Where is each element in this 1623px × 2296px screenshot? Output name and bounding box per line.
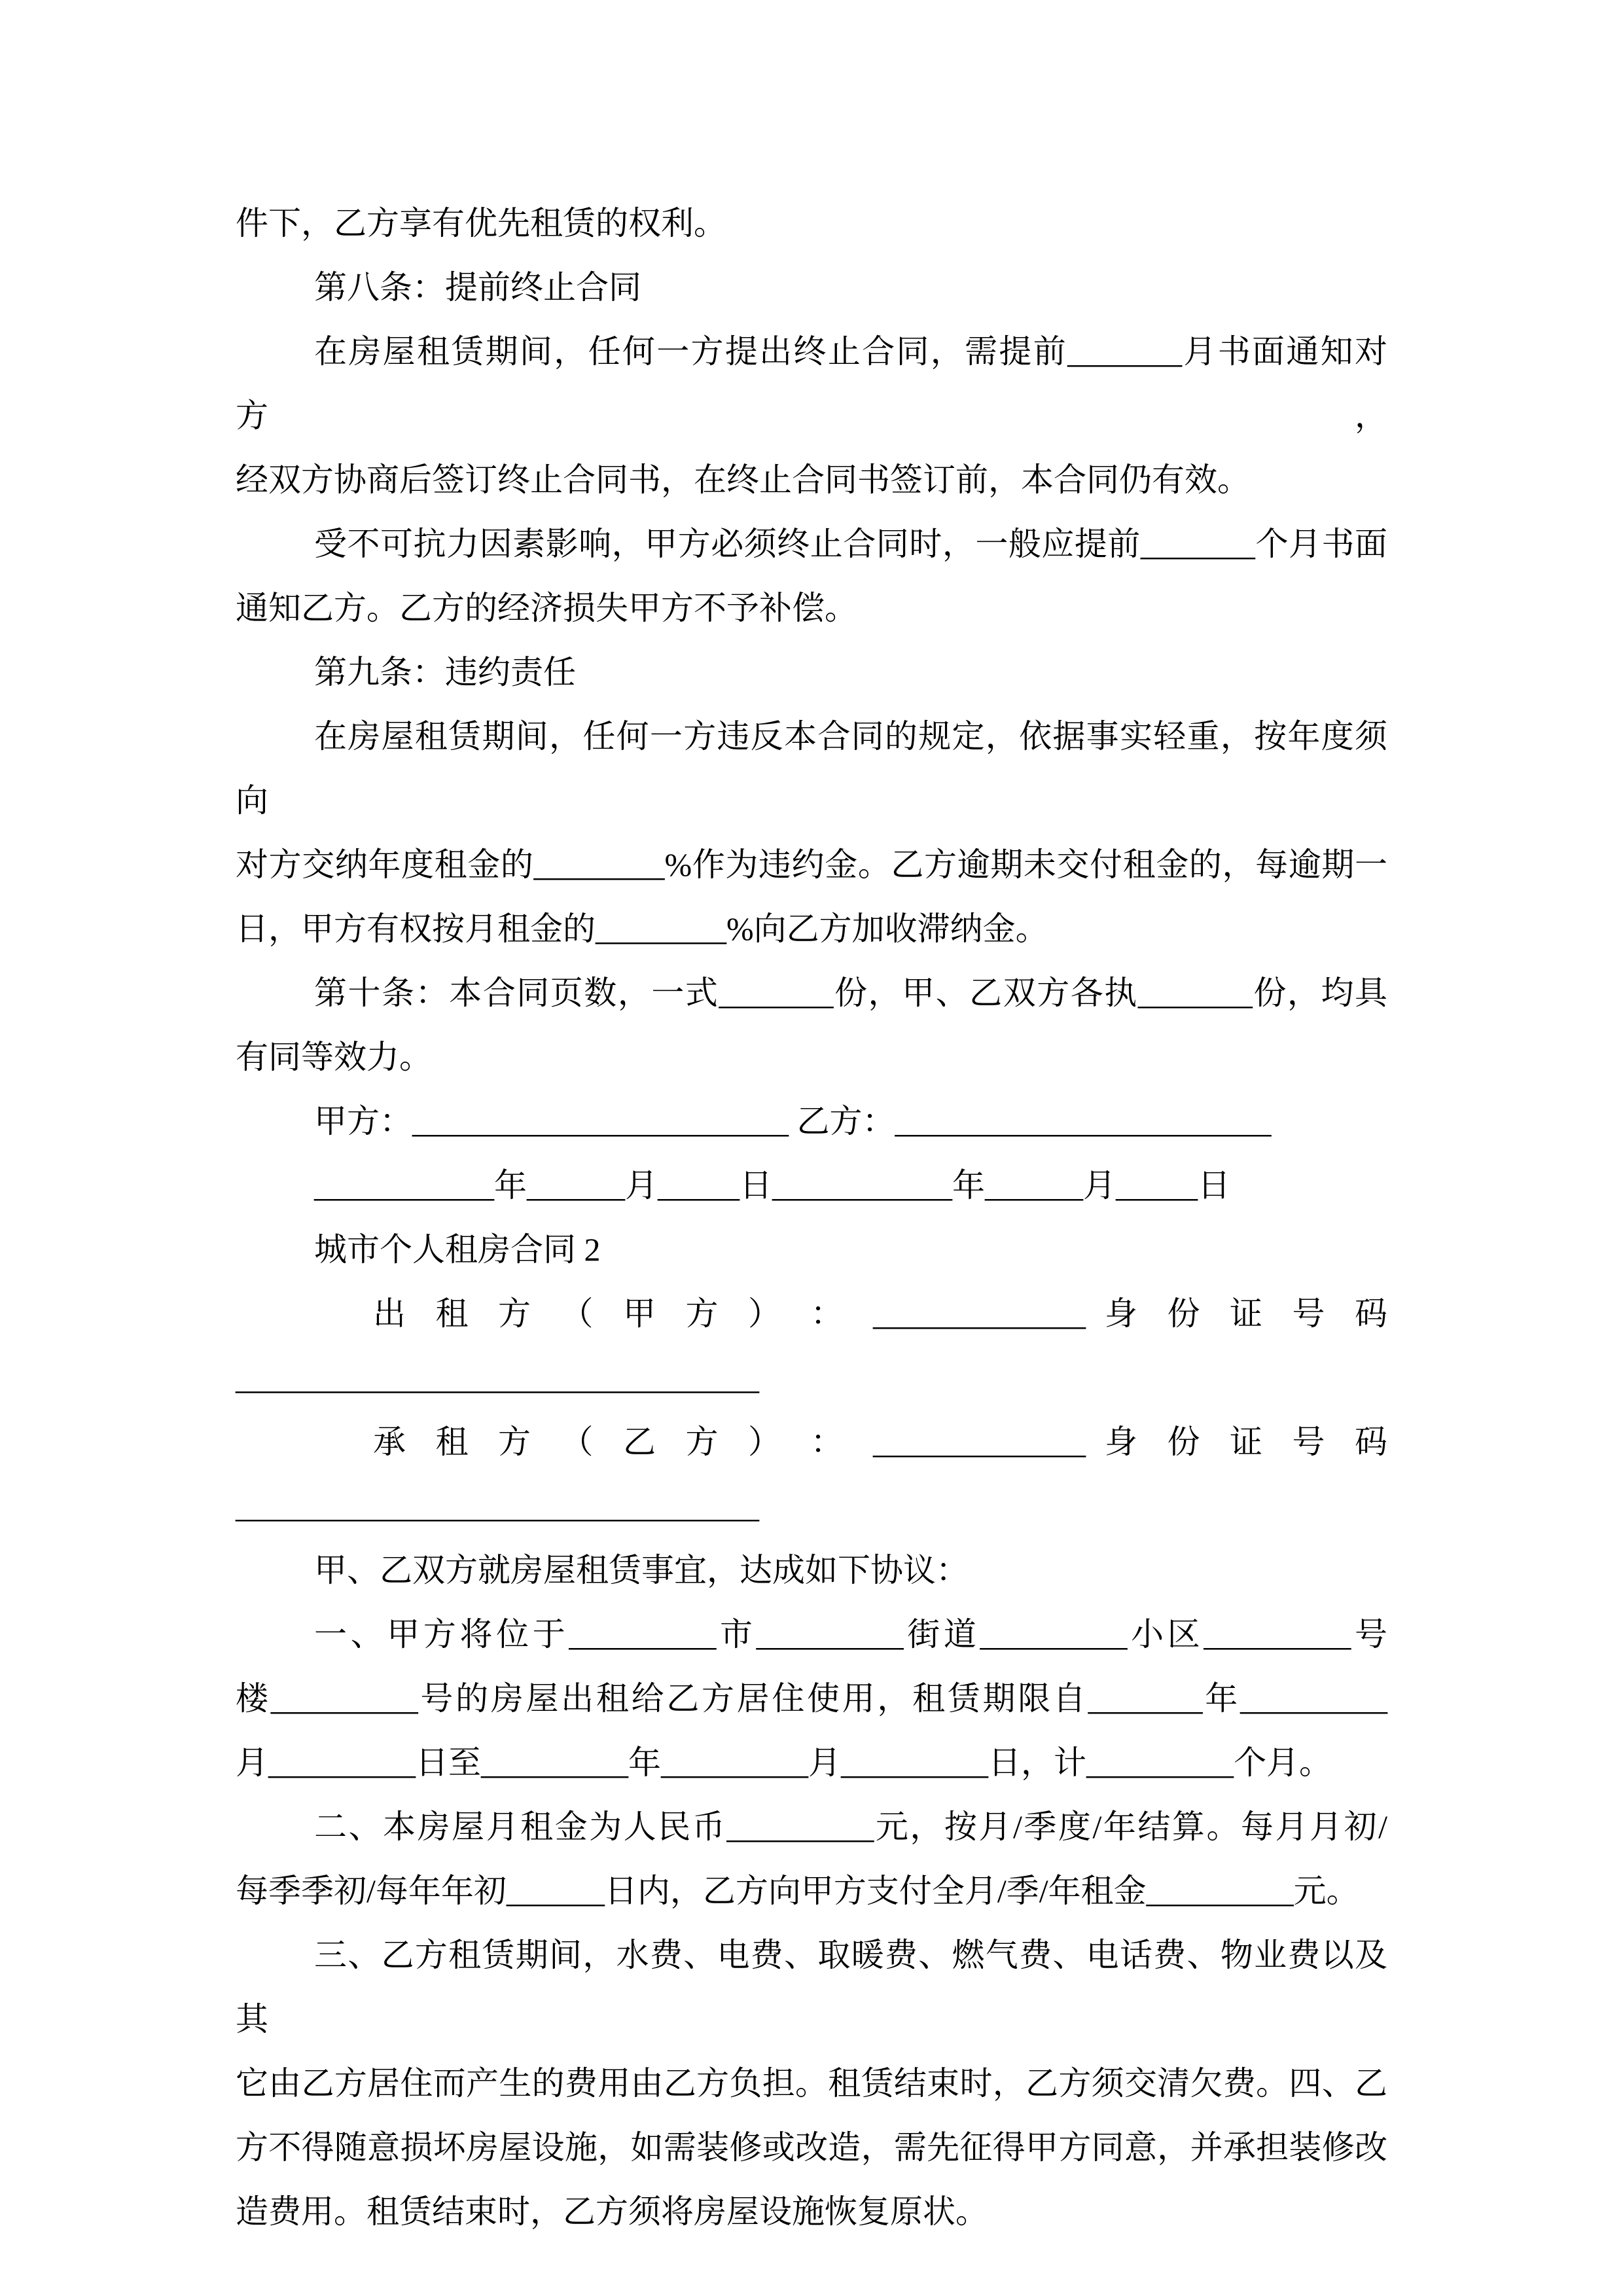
term-1-line-1: 一、甲方将位于_________市_________街道_________小区_________号	[314, 1616, 1387, 1653]
clause-8-body-line-4: 通知乙方。乙方的经济损失甲方不予补偿。	[236, 590, 857, 626]
clause-10-line-2: 有同等效力。	[236, 1039, 432, 1075]
term-4-line-2: 造费用。租赁结束时，乙方须将房屋设施恢复原状。	[236, 2193, 988, 2230]
clause-8-heading: 第八条：提前终止合同	[314, 269, 641, 306]
clause-9-body-line-3: 日，甲方有权按月租金的________%向乙方加收滞纳金。	[236, 910, 1048, 947]
term-3-line-1: 三、乙方租赁期间，水费、电费、取暖费、燃气费、电话费、物业费以及其	[236, 1937, 1387, 2037]
clause-9-body-line-2: 对方交纳年度租金的________%作为违约金。乙方逾期未交付租金的，每逾期一	[236, 846, 1387, 883]
term-1-line-3: 月_________日至_________年_________月_________日，计_________个月。	[236, 1744, 1332, 1781]
clause-9-body-line-1: 在房屋租赁期间，任何一方违反本合同的规定，依据事实轻重，按年度须向	[236, 718, 1387, 819]
term-3-line-2: 它由乙方居住而产生的费用由乙方负担。租赁结束时，乙方须交清欠费。四、乙	[236, 2065, 1387, 2102]
signature-party-line: 甲方：_______________________ 乙方：_______________________	[314, 1103, 1272, 1139]
term-2-line-2: 每季季初/每年年初______日内，乙方向甲方支付全月/季/年租金_________元。	[236, 1873, 1359, 1909]
term-1-line-2: 楼_________号的房屋出租给乙方居住使用，租赁期限自_______年_________	[236, 1680, 1387, 1717]
contract-2-title: 城市个人租房合同 2	[314, 1231, 601, 1268]
agreement-intro-line: 甲、乙双方就房屋租赁事宜，达成如下协议：	[314, 1552, 969, 1588]
lessee-party-line: 承 租 方 （ 乙 方 ） ： _____________ 身 份 证 号 码	[373, 1424, 1387, 1460]
term-4-line-1: 方不得随意损坏房屋设施，如需装修或改造，需先征得甲方同意，并承担装修改	[236, 2129, 1387, 2166]
clause-8-body-line-1: 在房屋租赁期间，任何一方提出终止合同，需提前_______月书面通知对方，	[236, 333, 1387, 434]
signature-date-line: ___________年______月_____日___________年______月_____日	[314, 1167, 1230, 1204]
clause-8-body-line-2: 经双方协商后签订终止合同书，在终止合同书签订前，本合同仍有效。	[236, 461, 1250, 498]
lessee-id-blank-line: ________________________________	[236, 1488, 759, 1524]
lessor-id-blank-line: ________________________________	[236, 1359, 759, 1396]
clause-10-line-1: 第十条：本合同页数，一式_______份，甲、乙双方各执_______份，均具	[314, 975, 1387, 1011]
lessor-party-line: 出 租 方 （ 甲 方 ） ： _____________ 身 份 证 号 码	[373, 1295, 1387, 1332]
term-2-line-1: 二、本房屋月租金为人民币_________元，按月/季度/年结算。每月月初/	[314, 1808, 1387, 1845]
clause-9-heading: 第九条：违约责任	[314, 654, 576, 691]
clause-8-body-line-3: 受不可抗力因素影响，甲方必须终止合同时，一般应提前_______个月书面	[314, 526, 1387, 562]
clause-7-tail-line: 件下，乙方享有优先租赁的权利。	[236, 205, 726, 242]
